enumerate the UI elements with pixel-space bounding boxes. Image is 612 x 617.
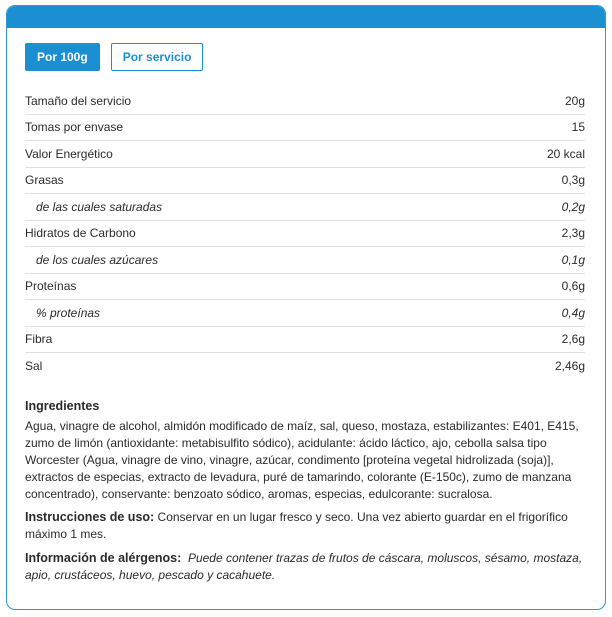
row-label: Hidratos de Carbono xyxy=(25,226,136,241)
table-row xyxy=(25,274,585,301)
row-value: 2,3g xyxy=(561,226,585,241)
row-label: Valor Energético xyxy=(25,146,113,161)
row-label: de los cuales azúcares xyxy=(36,252,159,267)
row-label: Tomas por envase xyxy=(25,120,124,135)
serving-tabs xyxy=(25,43,203,71)
table-row xyxy=(25,300,585,327)
nutrition-card xyxy=(6,5,606,610)
table-row xyxy=(25,221,585,248)
tab-per-100g[interactable]: Por 100g xyxy=(25,43,100,71)
row-label: Tamaño del servicio xyxy=(25,93,132,108)
table-row xyxy=(25,115,585,142)
allergens-section xyxy=(25,550,591,584)
allergens-text: Puede contener trazas de frutos de cáscara, moluscos, sésamo, mostaza, apio, crustáceos, huevo, pescado y cacahuete. xyxy=(25,551,583,582)
ingredients-section xyxy=(25,398,591,503)
row-label: % proteínas xyxy=(36,305,101,320)
row-value: 0,1g xyxy=(561,252,585,267)
table-row xyxy=(25,88,585,115)
nutrition-table xyxy=(25,88,585,380)
row-label: Fibra xyxy=(25,332,53,347)
table-row xyxy=(25,327,585,354)
table-row xyxy=(25,194,585,221)
table-row xyxy=(25,141,585,168)
header-bar xyxy=(7,6,605,28)
row-label: Proteínas xyxy=(25,279,77,294)
row-value: 0,3g xyxy=(561,173,585,188)
row-label: Sal xyxy=(25,359,43,374)
row-value: 0,4g xyxy=(561,305,585,320)
row-value: 20g xyxy=(564,93,585,108)
row-value: 20 kcal xyxy=(546,146,585,161)
table-row xyxy=(25,247,585,274)
row-label: Grasas xyxy=(25,173,64,188)
usage-text: Conservar en un lugar fresco y seco. Una vez abierto guardar en el frigorífico máximo 1 mes. xyxy=(25,510,568,541)
tab-per-serving[interactable]: Por servicio xyxy=(111,43,204,71)
table-row xyxy=(25,353,585,380)
row-value: 2,46g xyxy=(554,359,585,374)
usage-section xyxy=(25,509,591,543)
usage-heading: Instrucciones de uso: xyxy=(25,510,155,524)
ingredients-heading: Ingredientes xyxy=(25,399,100,413)
ingredients-text: Agua, vinagre de alcohol, almidón modificado de maíz, sal, queso, mostaza, estabilizantes: E401, E415, zumo de limón (antioxidante: metabisulfito sódico), acidulante: ácido láctico, ajo, cebolla salsa tipo Worcester (Agua, vinagre de vino, vinagre, azúcar, condimento [proteína vegetal hidrolizada (soja)], extractos de especias, extracto de levadura, puré de tamarindo, colorante (E-150c), zumo de manzana concentrado), conservante: benzoato sódico, aromas, especias, edulcorante: sucralosa. xyxy=(25,419,579,501)
row-value: 2,6g xyxy=(561,332,585,347)
row-label: de las cuales saturadas xyxy=(36,199,163,214)
row-value: 0,6g xyxy=(561,279,585,294)
table-row xyxy=(25,168,585,195)
row-value: 15 xyxy=(571,120,585,135)
allergens-heading: Información de alérgenos: xyxy=(25,551,182,565)
row-value: 0,2g xyxy=(561,199,585,214)
